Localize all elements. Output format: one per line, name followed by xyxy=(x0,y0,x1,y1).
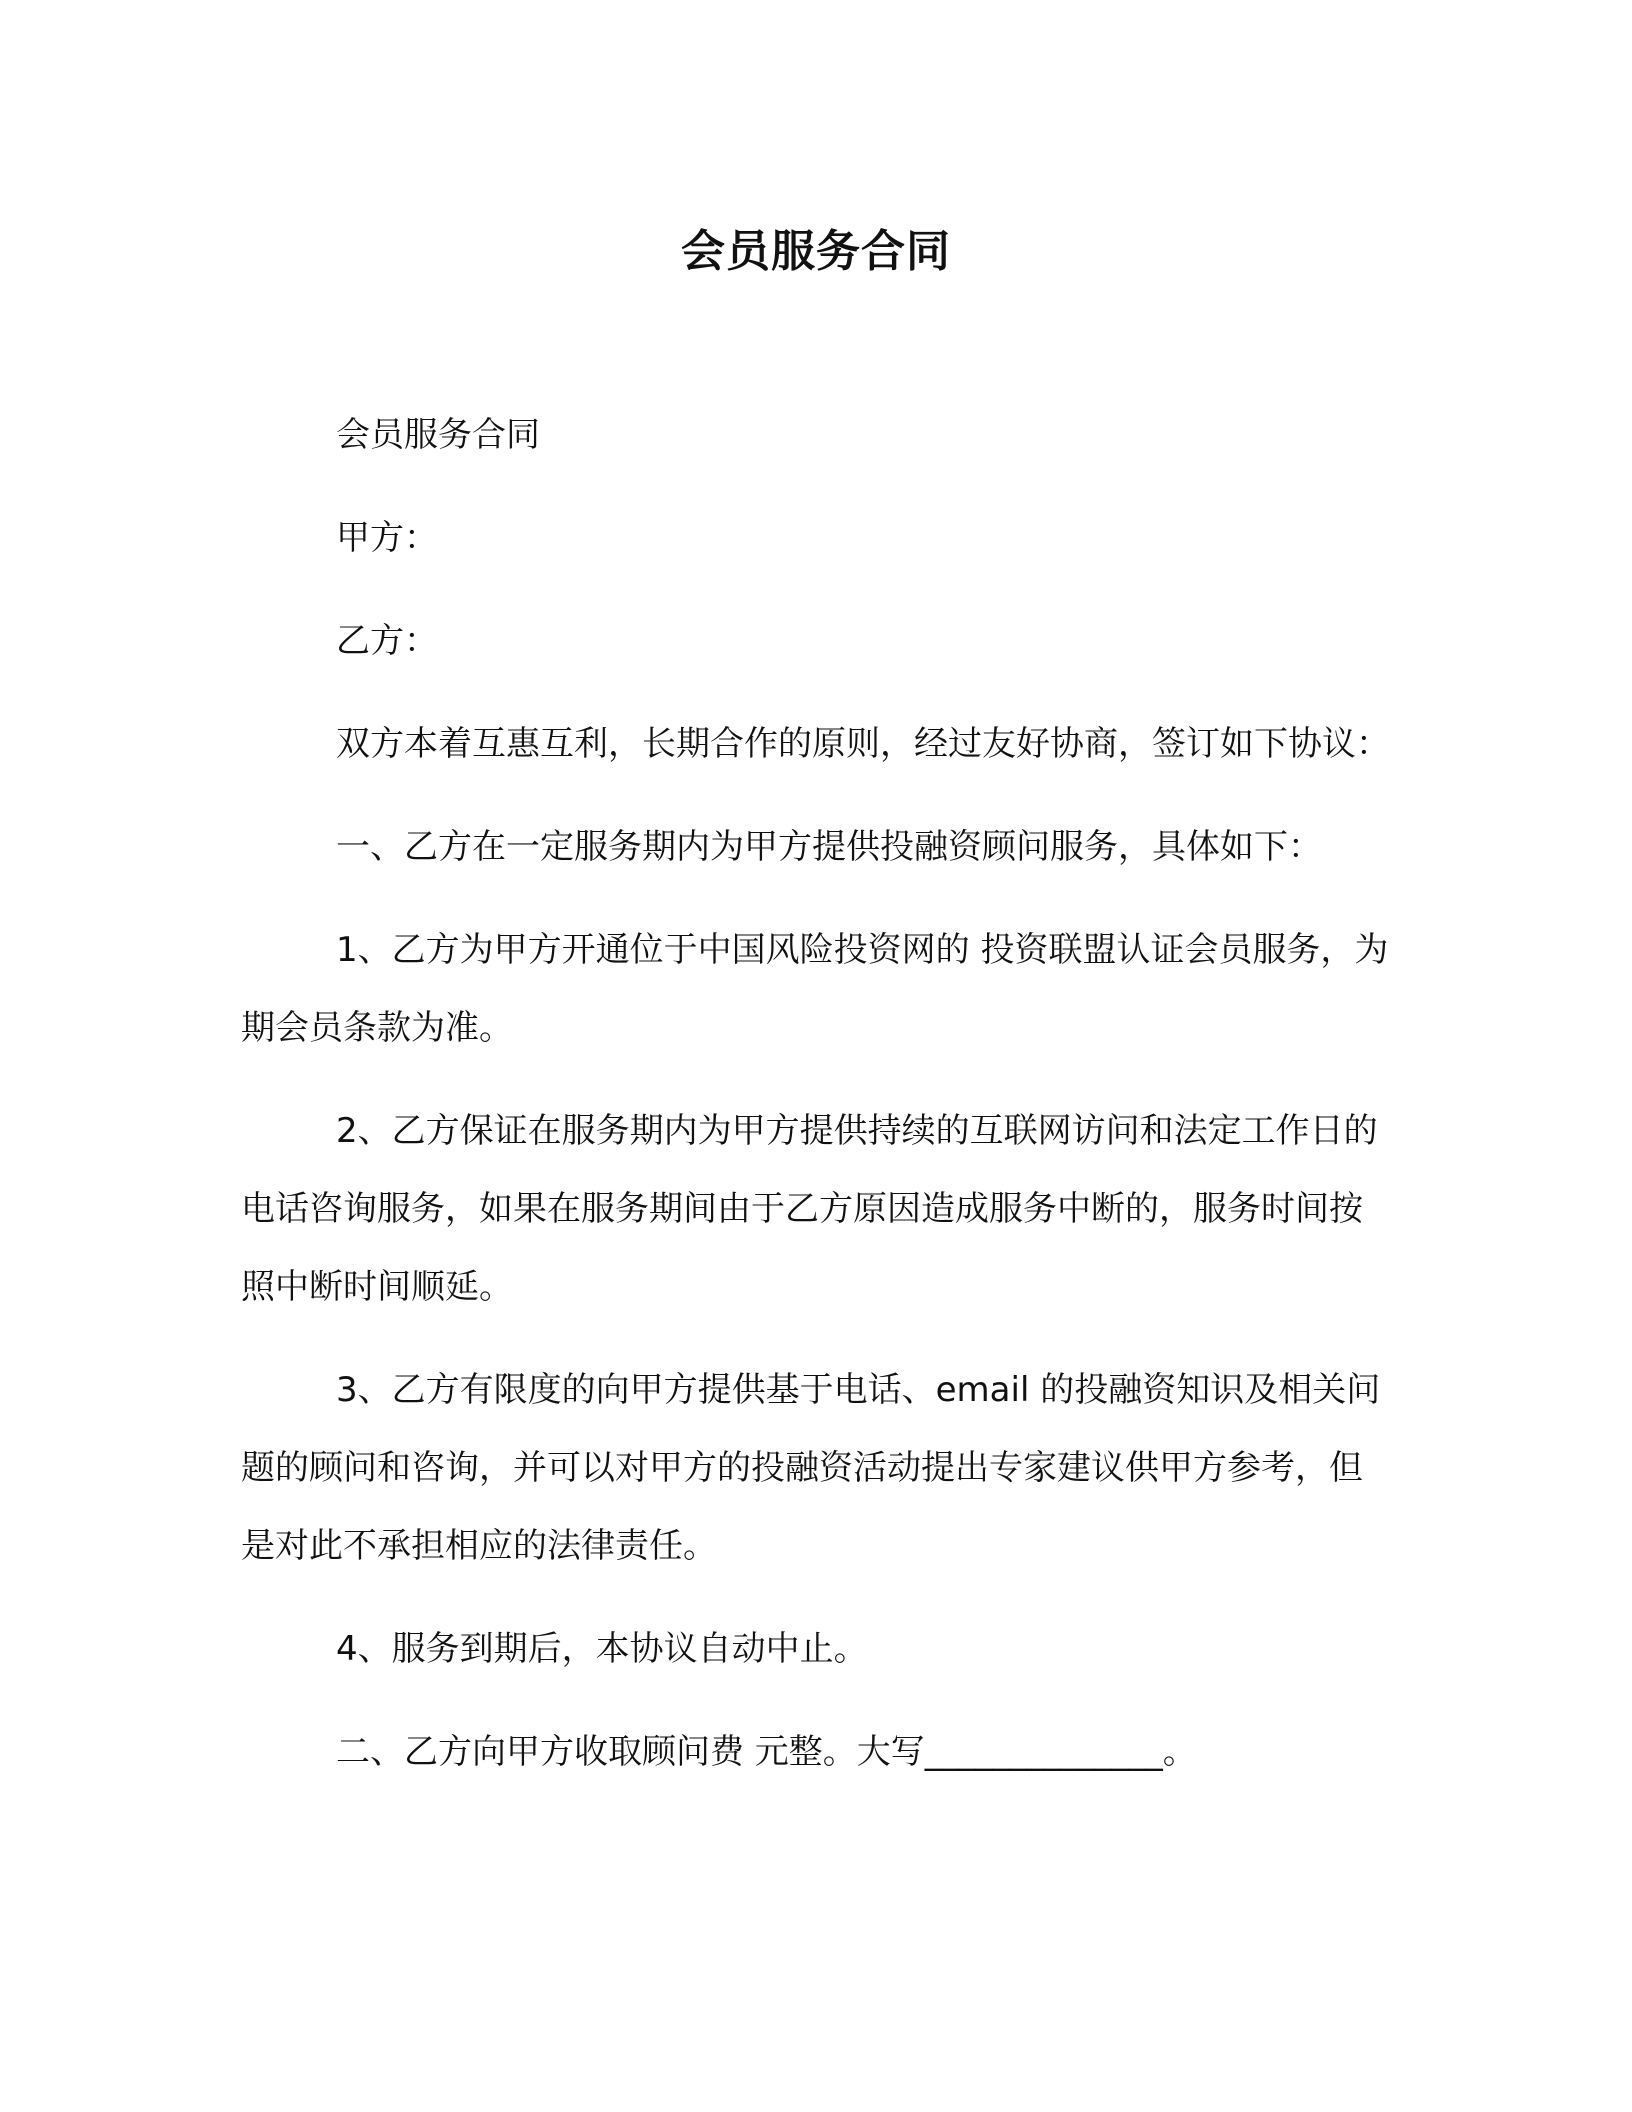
paragraph-item-3: 3、乙方有限度的向甲方提供基于电话、email 的投融资知识及相关问题的顾问和咨询，并可以对甲方的投融资活动提出专家建议供甲方参考，但是对此不承担相应的法律责任。 xyxy=(241,1370,1381,1566)
paragraph-section-one: 一、乙方在一定服务期内为甲方提供投融资顾问服务，具体如下： xyxy=(336,827,1322,867)
document-body xyxy=(241,396,1391,1816)
paragraph-party-b: 乙方： xyxy=(336,621,438,661)
document-title: 会员服务合同 xyxy=(681,226,951,277)
paragraph-item-1: 1、乙方为甲方开通位于中国风险投资网的 投资联盟认证会员服务，为期会员条款为准。 xyxy=(241,930,1389,1048)
paragraph-preamble: 双方本着互惠互利，长期合作的原则，经过友好协商，签订如下协议： xyxy=(336,724,1390,764)
paragraph-item-2: 2、乙方保证在服务期内为甲方提供持续的互联网访问和法定工作日的电话咨询服务，如果在服务期间由于乙方原因造成服务中断的，服务时间按照中断时间顺延。 xyxy=(241,1111,1378,1307)
paragraph-party-a: 甲方： xyxy=(336,518,438,558)
paragraph-section-two: 二、乙方向甲方收取顾问费 元整。大写______________。 xyxy=(336,1732,1197,1772)
paragraph-heading: 会员服务合同 xyxy=(336,415,540,455)
paragraph-item-4: 4、服务到期后，本协议自动中止。 xyxy=(336,1629,868,1669)
